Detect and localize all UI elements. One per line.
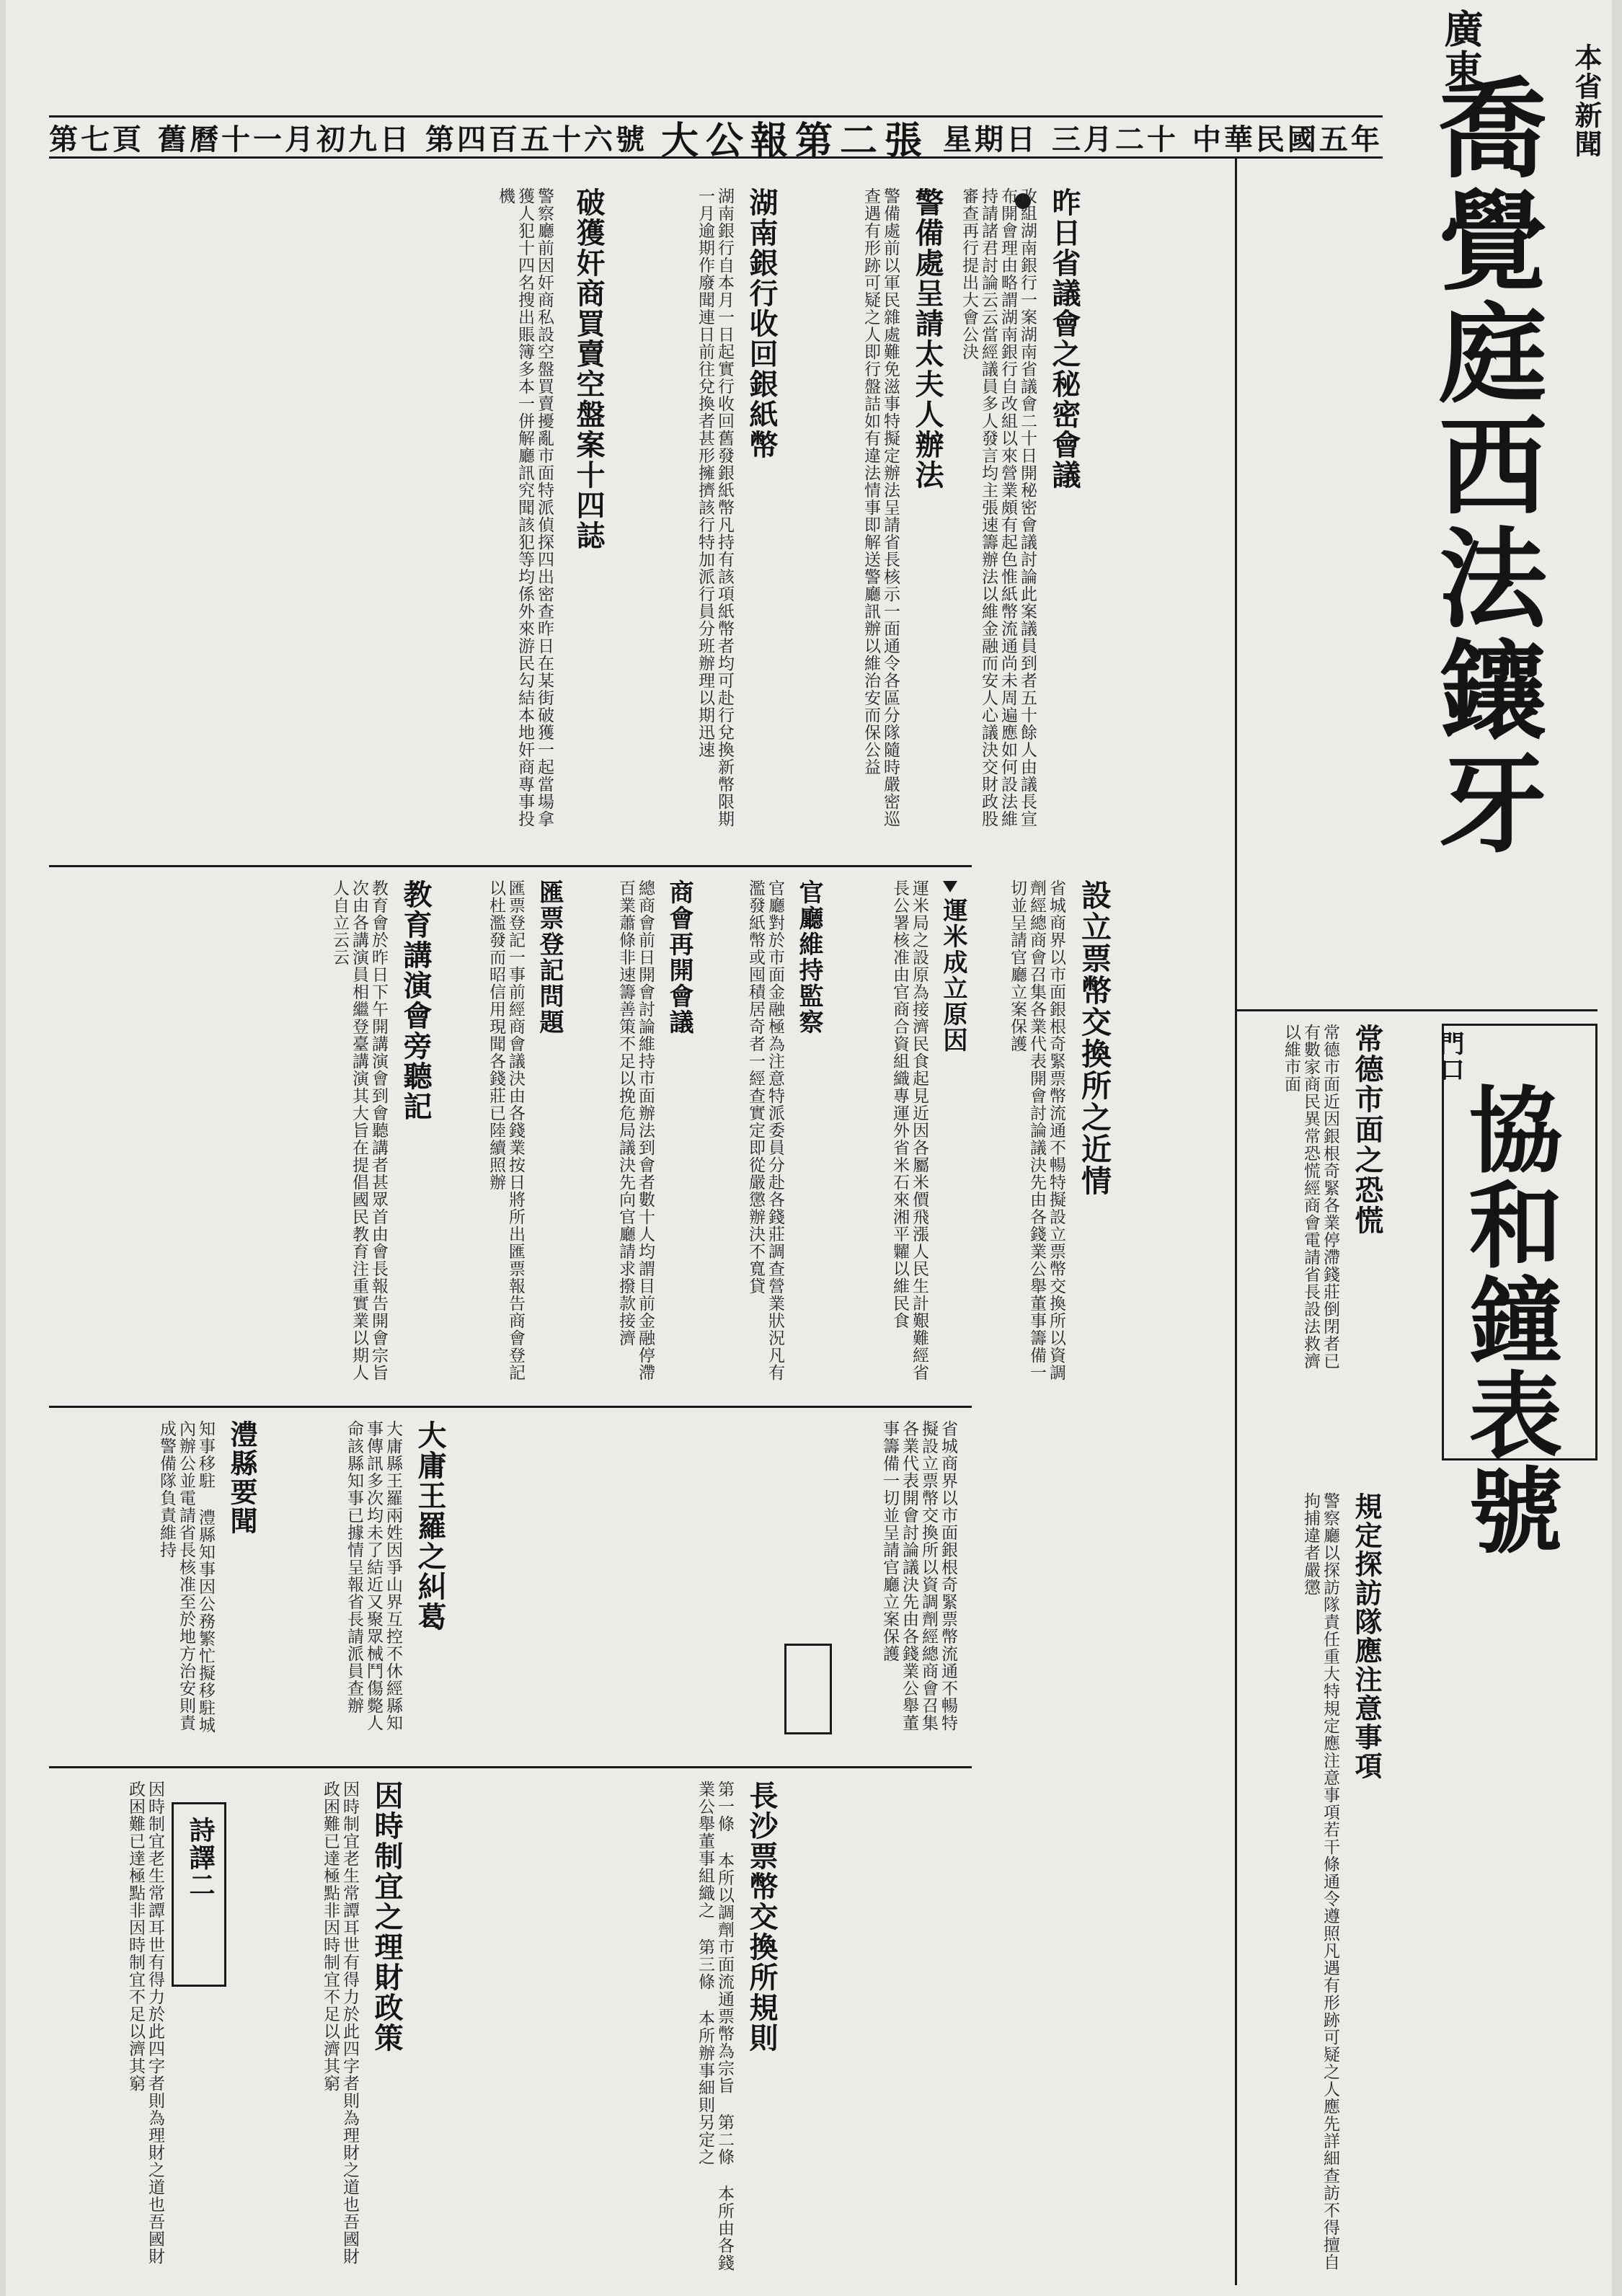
- article-body: 大庸縣王羅兩姓因爭山界互控不休經縣知事傳訊多次均未了結近又聚眾械鬥傷斃人命該縣知事已據情呈報省長請派員查辦: [345, 1420, 402, 1732]
- shop-name: 協和鐘表號: [1453, 1081, 1564, 1557]
- article-title: 規定探訪隊應注意事項: [1350, 1492, 1383, 1781]
- date-roc: 中華民國五年: [1192, 122, 1383, 156]
- article-body: 改組湖南銀行一案湖南省議會二十日開秘密會議討論此案議員到者五十餘人由議長宣布開會理由略謂湖南銀行自改組以來營業頗有起色惟紙幣流通尚未周遍應如何設法維持請諸君討論云云當經議員多人發言均主張速籌辦法以維金融而安人心議決交財政股審查再行提出大會公決: [960, 187, 1037, 828]
- masthead-divider: [1237, 1009, 1597, 1011]
- poem-body: 因時制宜老生常譚耳世有得力於此四字者則為理財之道也吾國財政困難已達極點非因時制宜不足以濟其窮: [126, 1781, 164, 2265]
- article-title: 常德市面之恐慌: [1350, 1024, 1384, 1236]
- misc-column: 省城商界以市面銀根奇緊票幣流通不暢特擬設立票幣交換所以資調劑經總商會召集各業代表開會討論議決先由各錢業公舉董事籌備一切並呈請官廳立案保護: [880, 1420, 957, 1732]
- article-body: 第一條 本所以調劑市面流通票幣為宗旨 第二條 本所由各錢業公舉董事組織之 第三條 本所辦事細則另定之: [696, 1781, 734, 2271]
- page-header: [49, 115, 1383, 163]
- article-title: 因時制宜之理財政策: [370, 1781, 404, 2053]
- article-title: 教育講演會旁聽記: [399, 879, 433, 1122]
- article-body: 省城商界以市面銀根奇緊票幣流通不暢特擬設立票幣交換所以資調劑經總商會召集各業代表開會討論議決先由各錢業公舉董事籌備一切並呈請官廳立案保護: [1008, 879, 1065, 1381]
- article-body: 總商會前日開會討論維持市面辦法到會者數十人均謂目前金融停滯百業蕭條非速籌善策不足以挽危局議決先向官廳請求撥款接濟: [616, 879, 655, 1381]
- article-title: 昨日省議會之秘密會議: [1047, 187, 1081, 490]
- article-title: 匯票登記問題: [535, 879, 564, 1035]
- poem-title: 詩譯二: [185, 1817, 216, 1899]
- article-body: 因時制宜老生常譚耳世有得力於此四字者則為理財之道也吾國財政困難已達極點非因時制宜不足以濟其窮: [321, 1781, 359, 2265]
- newspaper-page: [6, 0, 1612, 2296]
- article-title: 警備處呈請太夫人辦法: [910, 187, 944, 490]
- page-number: 第七頁: [49, 122, 144, 156]
- section-label: 本省新聞: [1570, 43, 1603, 159]
- article-title: 設立票幣交換所之近情: [1077, 879, 1112, 1197]
- ad-brand: 喬覺庭西法鑲牙: [1420, 72, 1547, 859]
- band-rule-2: [49, 1406, 972, 1408]
- band-rule-3: [49, 1766, 972, 1768]
- top-label: 廣東: [1438, 9, 1484, 89]
- issue-number: 第四百五十六號: [425, 122, 647, 156]
- date-month: 三月二十: [1051, 122, 1179, 156]
- article-body: 知事移駐 澧縣知事因公務繁忙擬移駐城內辦公並電請省長核准至於地方治安則責成警備隊負責維持: [157, 1420, 215, 1734]
- shop-label: 門口: [1435, 1031, 1464, 1083]
- article-title: 長沙票幣交換所規則: [745, 1781, 779, 2053]
- article-body: 常德市面近因銀根奇緊各業停滯錢莊倒閉者已有數家商民異常恐慌經商會電請省長設法救濟以維市面: [1282, 1024, 1339, 1370]
- lunar-date: 舊曆十一月初九日: [157, 122, 412, 156]
- section-marker-icon: [943, 881, 957, 892]
- article-title: 大庸王羅之糾葛: [413, 1420, 447, 1632]
- article-body: 匯票登記一事前經商會議決由各錢業按日將所出匯票報告商會登記以杜濫發而昭信用現聞各錢莊已陸續照辦: [487, 879, 525, 1381]
- article-title: 湖南銀行收回銀紙幣: [745, 187, 779, 460]
- weekday: 星期日: [942, 122, 1038, 156]
- rules-box: [784, 1644, 832, 1734]
- article-title: 澧縣要聞: [226, 1420, 258, 1535]
- article-body: 警備處前以軍民雜處難免滋事特擬定辦法呈請省長核示一面通令各區分隊隨時嚴密巡查遇有形跡可疑之人即行盤詰如有違法情事即解送警廳訊辦以維治安而保公益: [861, 187, 900, 828]
- article-body: 教育會於昨日下午開講演會到會聽講者甚眾首由會長報告開會宗旨次由各講演員相繼登臺講演其大旨在提倡國民教育注重實業以期人人自立云云: [330, 879, 388, 1381]
- band-rule-1: [49, 865, 972, 867]
- article-title: 商會再開會議: [665, 879, 693, 1035]
- article-body: 官廳對於市面金融極為注意特派委員分赴各錢莊調查營業狀況凡有濫發紙幣或囤積居奇者一經查實定即從嚴懲辦決不寬貸: [746, 879, 784, 1381]
- article-title: 運米成立原因: [939, 897, 967, 1053]
- article-body: 湖南銀行自本月一日起實行收回舊發銀紙幣凡持有該項紙幣者均可赴行兌換新幣限期一月逾期作廢聞連日前往兌換者甚形擁擠該行特加派行員分班辦理以期迅速: [696, 187, 734, 828]
- article-body: 運米局之設原為接濟民食起見近因各屬米價飛漲人民生計艱難經省長公署核准由官商合資組織專運外省米石來湘平糶以維民食: [890, 879, 929, 1381]
- paper-name: 大公報第二張: [660, 118, 929, 163]
- article-body: 警察廳以探訪隊責任重大特規定應注意事項若干條通令遵照凡遇有形跡可疑之人應先詳細查訪不得擅自拘捕違者嚴懲: [1301, 1492, 1339, 2271]
- article-title: 官廳維持監察: [794, 879, 823, 1035]
- article-title: 破獲奸商買賣空盤案十四誌: [572, 187, 606, 551]
- article-body: 警察廳前因奸商私設空盤買賣擾亂市面特派偵探四出密查昨日在某街破獲一起當場拿獲人犯十四名搜出賬簿多本一併解廳訊究聞該犯等均係外來游民勾結本地奸商專事投機: [496, 187, 554, 828]
